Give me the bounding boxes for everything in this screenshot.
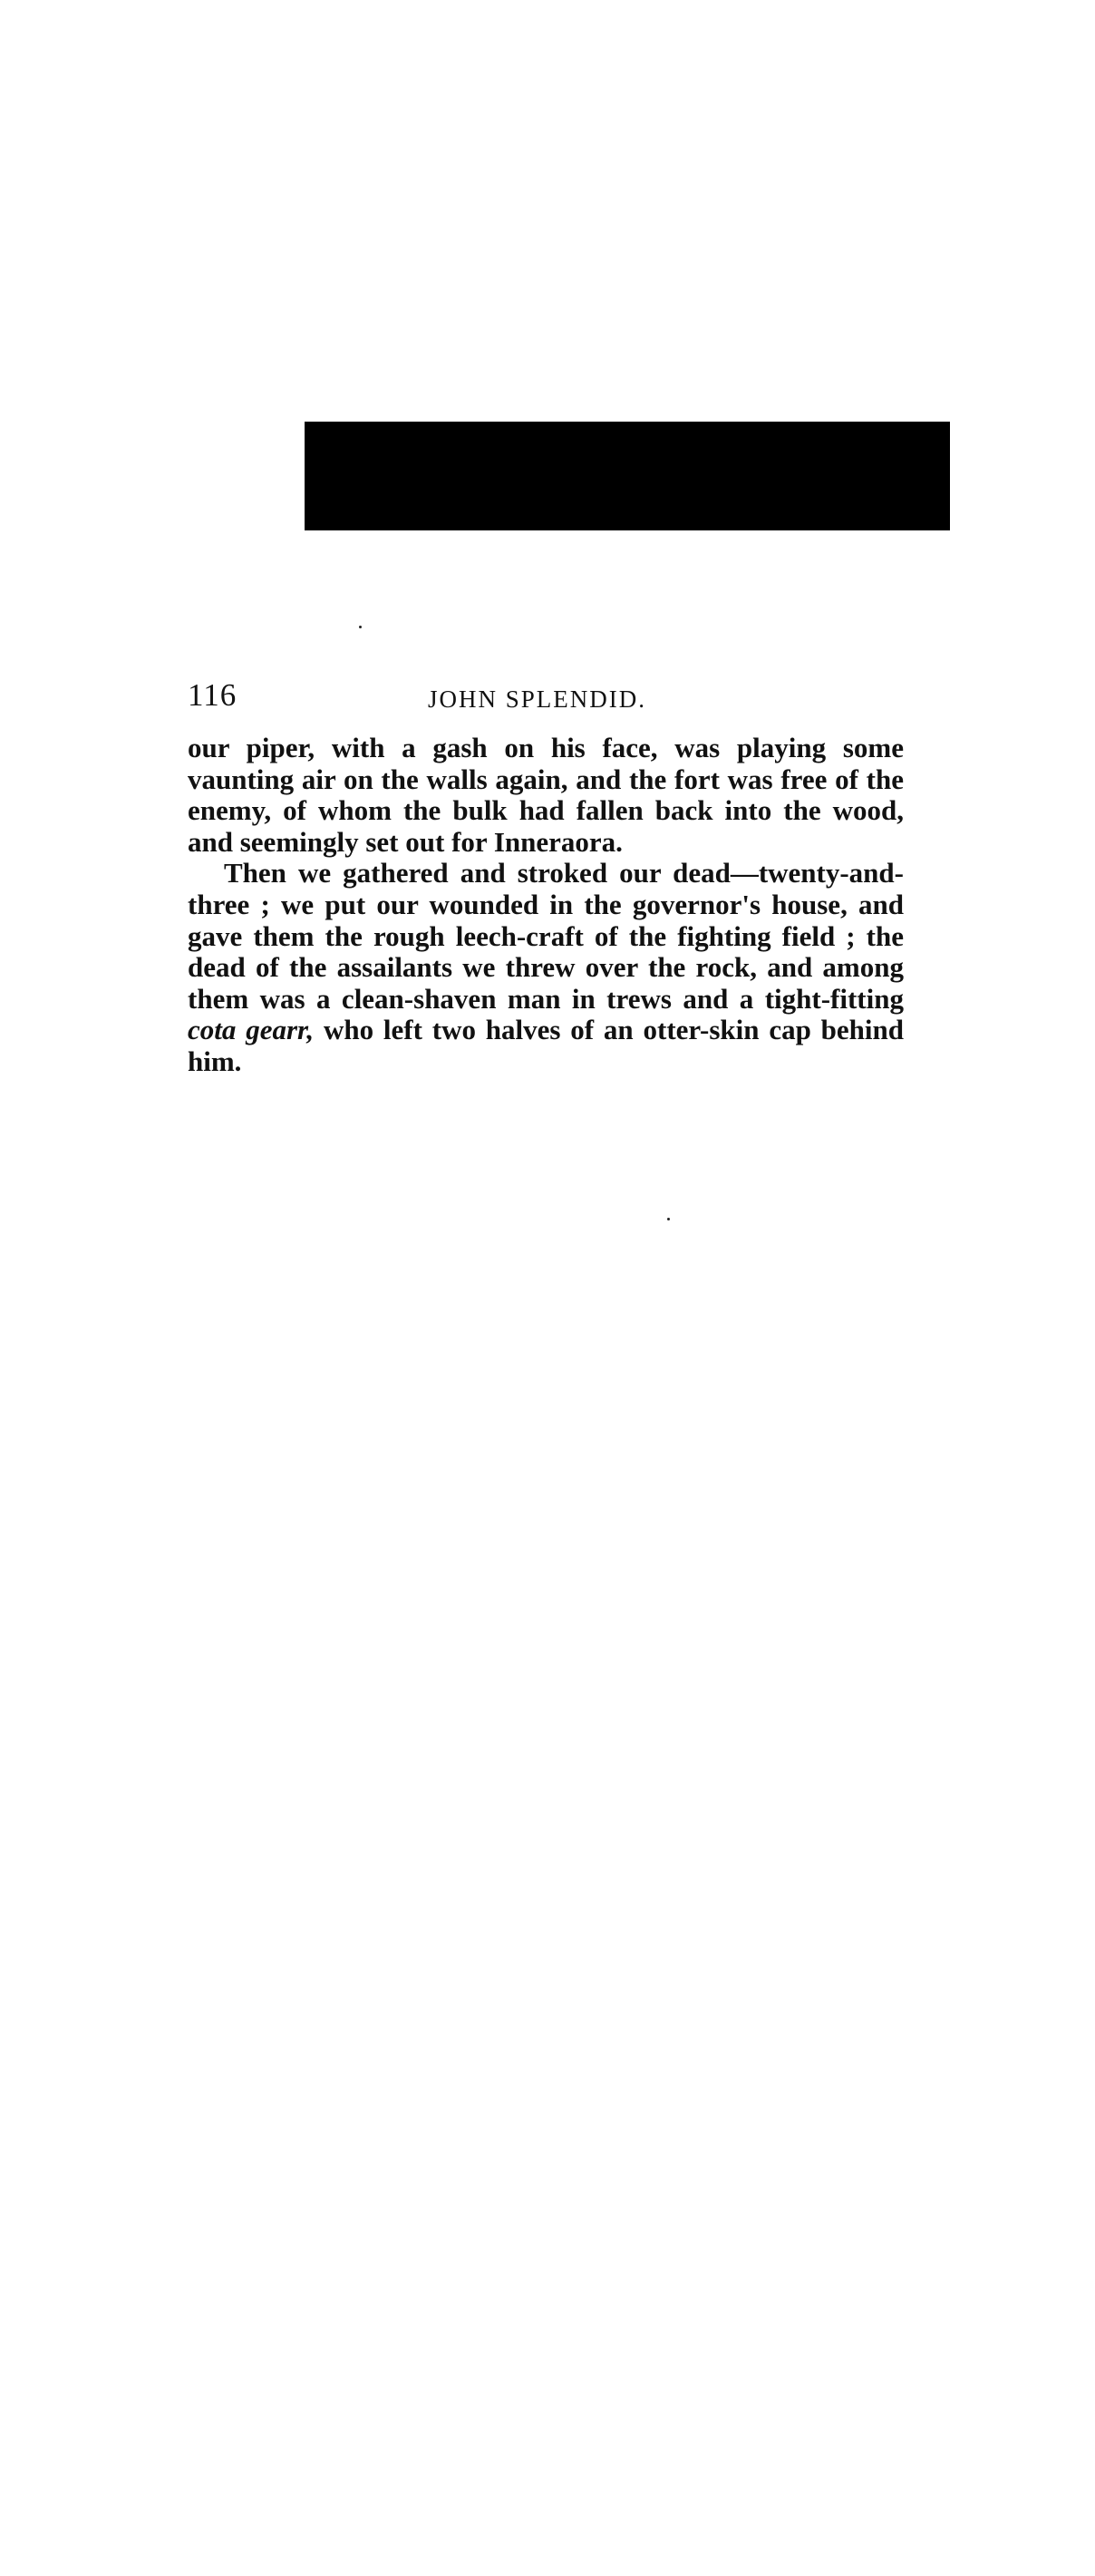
paragraph-2-italic: cota gearr, [188, 1014, 315, 1046]
redaction-bar [305, 422, 950, 530]
body-text [188, 733, 904, 1078]
ink-speck [359, 626, 362, 628]
ink-speck [667, 1218, 670, 1220]
paragraph-2-start: Then we gathered and stroked our dead—twenty-and-three ; we put our wounded in the governor's house, and gave them the rough leech-craft of the fighting field ; the dead of the assailants we threw over the rock, and among them was a clean-shaven man in trews and a tight-fitting [188, 857, 904, 1015]
paragraph-2 [188, 858, 904, 1077]
running-title: JOHN SPLENDID. [428, 685, 647, 713]
paragraph-1: our piper, with a gash on his face, was playing some vaunting air on the walls again, and the fort was free of the enemy, of whom the bulk had fallen back into the wood, and seemingly set out for Inneraora. [188, 732, 904, 858]
running-head [188, 673, 904, 718]
page-number: 116 [188, 677, 237, 713]
paragraph-2-end: who left two halves of an otter-skin cap behind him. [188, 1014, 904, 1077]
